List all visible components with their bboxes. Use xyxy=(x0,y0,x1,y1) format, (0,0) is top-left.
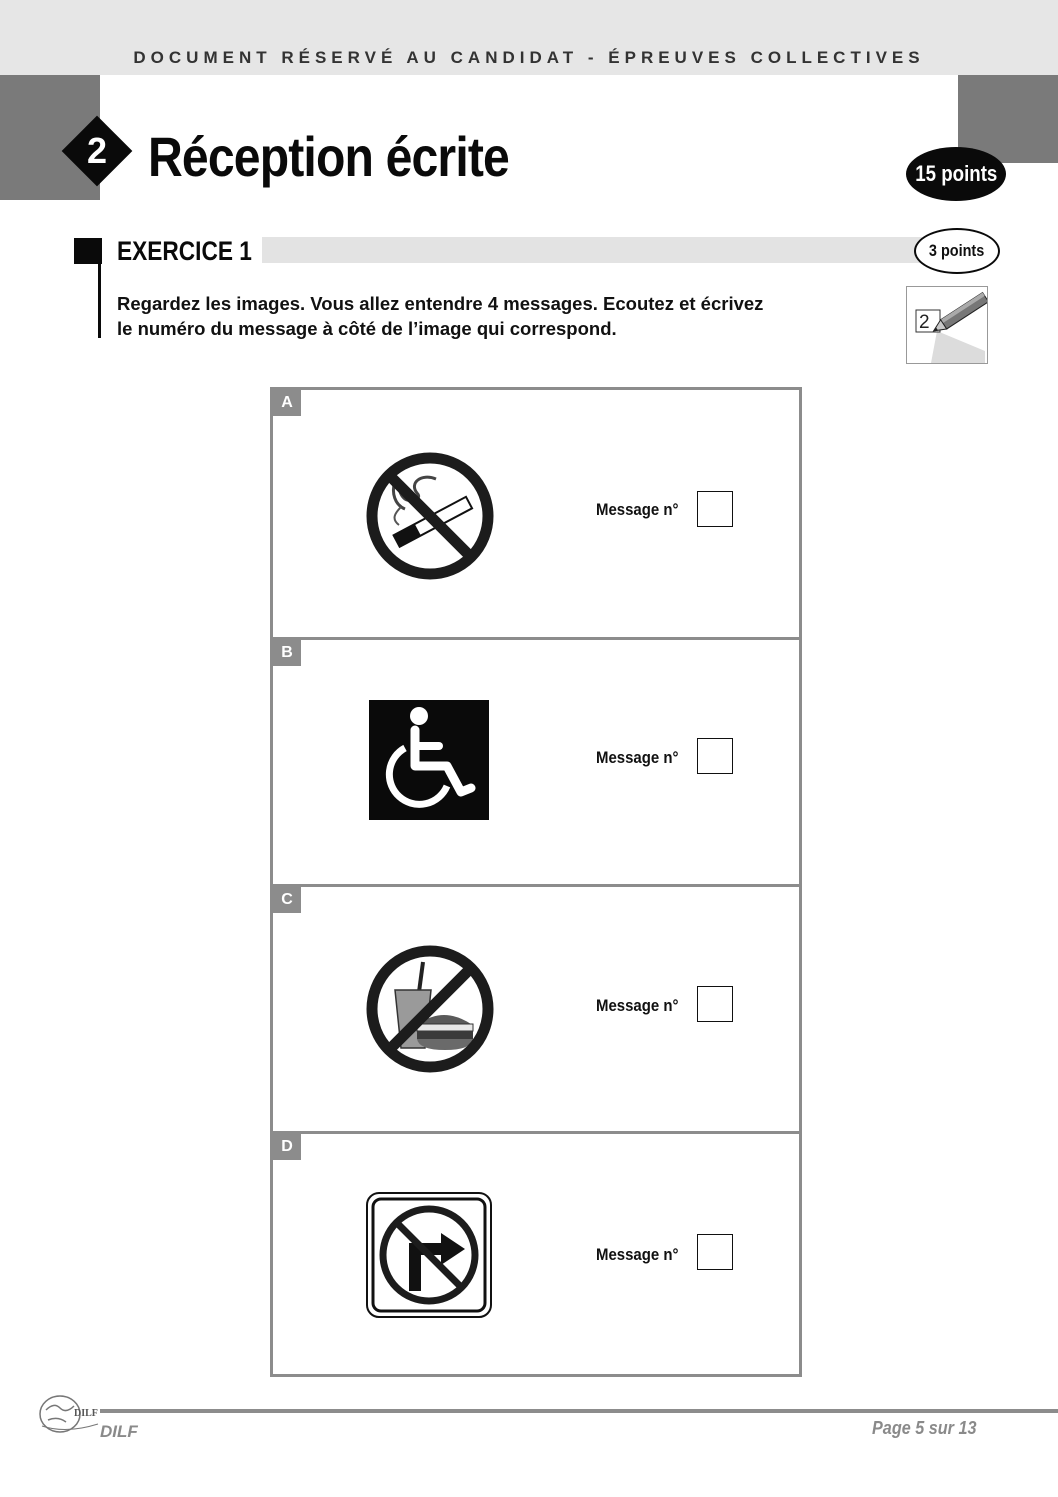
write-pencil-icon xyxy=(906,286,988,364)
panel-c xyxy=(273,884,799,1131)
panel-d xyxy=(273,1131,799,1378)
message-label: Message n° xyxy=(596,500,679,519)
panel-letter: B xyxy=(273,640,301,666)
message-number-input[interactable] xyxy=(697,986,733,1022)
no-food-drink-icon xyxy=(361,940,499,1078)
panel-letter: A xyxy=(273,390,301,416)
exercise-rule xyxy=(98,238,101,338)
example-digit: 2 xyxy=(919,312,930,333)
exercise-grid xyxy=(270,387,802,1377)
exercise-points-badge xyxy=(914,228,1000,274)
exercise-title: EXERCICE 1 xyxy=(117,236,252,266)
panel-letter: D xyxy=(273,1134,301,1160)
footer-brand: DILF xyxy=(100,1422,138,1441)
panel-a xyxy=(273,390,799,637)
footer-rule xyxy=(100,1409,1058,1413)
dilf-logo xyxy=(36,1390,104,1436)
page-number: Page 5 sur 13 xyxy=(872,1418,977,1438)
section-points-badge xyxy=(906,147,1006,201)
no-smoking-icon xyxy=(361,447,499,585)
message-number-input[interactable] xyxy=(697,1234,733,1270)
no-right-turn-icon xyxy=(365,1191,493,1319)
banner-text: DOCUMENT RÉSERVÉ AU CANDIDAT - ÉPREUVES COLLECTIVES xyxy=(133,48,925,67)
panel-letter: C xyxy=(273,887,301,913)
instructions xyxy=(117,291,837,341)
exercise-title-strip xyxy=(262,237,922,263)
instruction-line: Regardez les images. Vous allez entendre 4 messages. Ecoutez et écrivez xyxy=(117,293,764,314)
panel-b xyxy=(273,637,799,884)
svg-text:DILF: DILF xyxy=(74,1408,98,1419)
section-title: Réception écrite xyxy=(148,125,509,188)
message-number-input[interactable] xyxy=(697,491,733,527)
message-number-input[interactable] xyxy=(697,738,733,774)
message-label: Message n° xyxy=(596,1245,679,1264)
instruction-line: le numéro du message à côté de l’image qui correspond. xyxy=(117,318,617,339)
section-points-label: 15 points xyxy=(914,161,998,186)
message-label: Message n° xyxy=(596,748,679,767)
message-label: Message n° xyxy=(596,996,679,1015)
section-number: 2 xyxy=(86,130,108,171)
exercise-points-label: 3 points xyxy=(929,241,985,260)
wheelchair-access-icon xyxy=(369,700,489,820)
